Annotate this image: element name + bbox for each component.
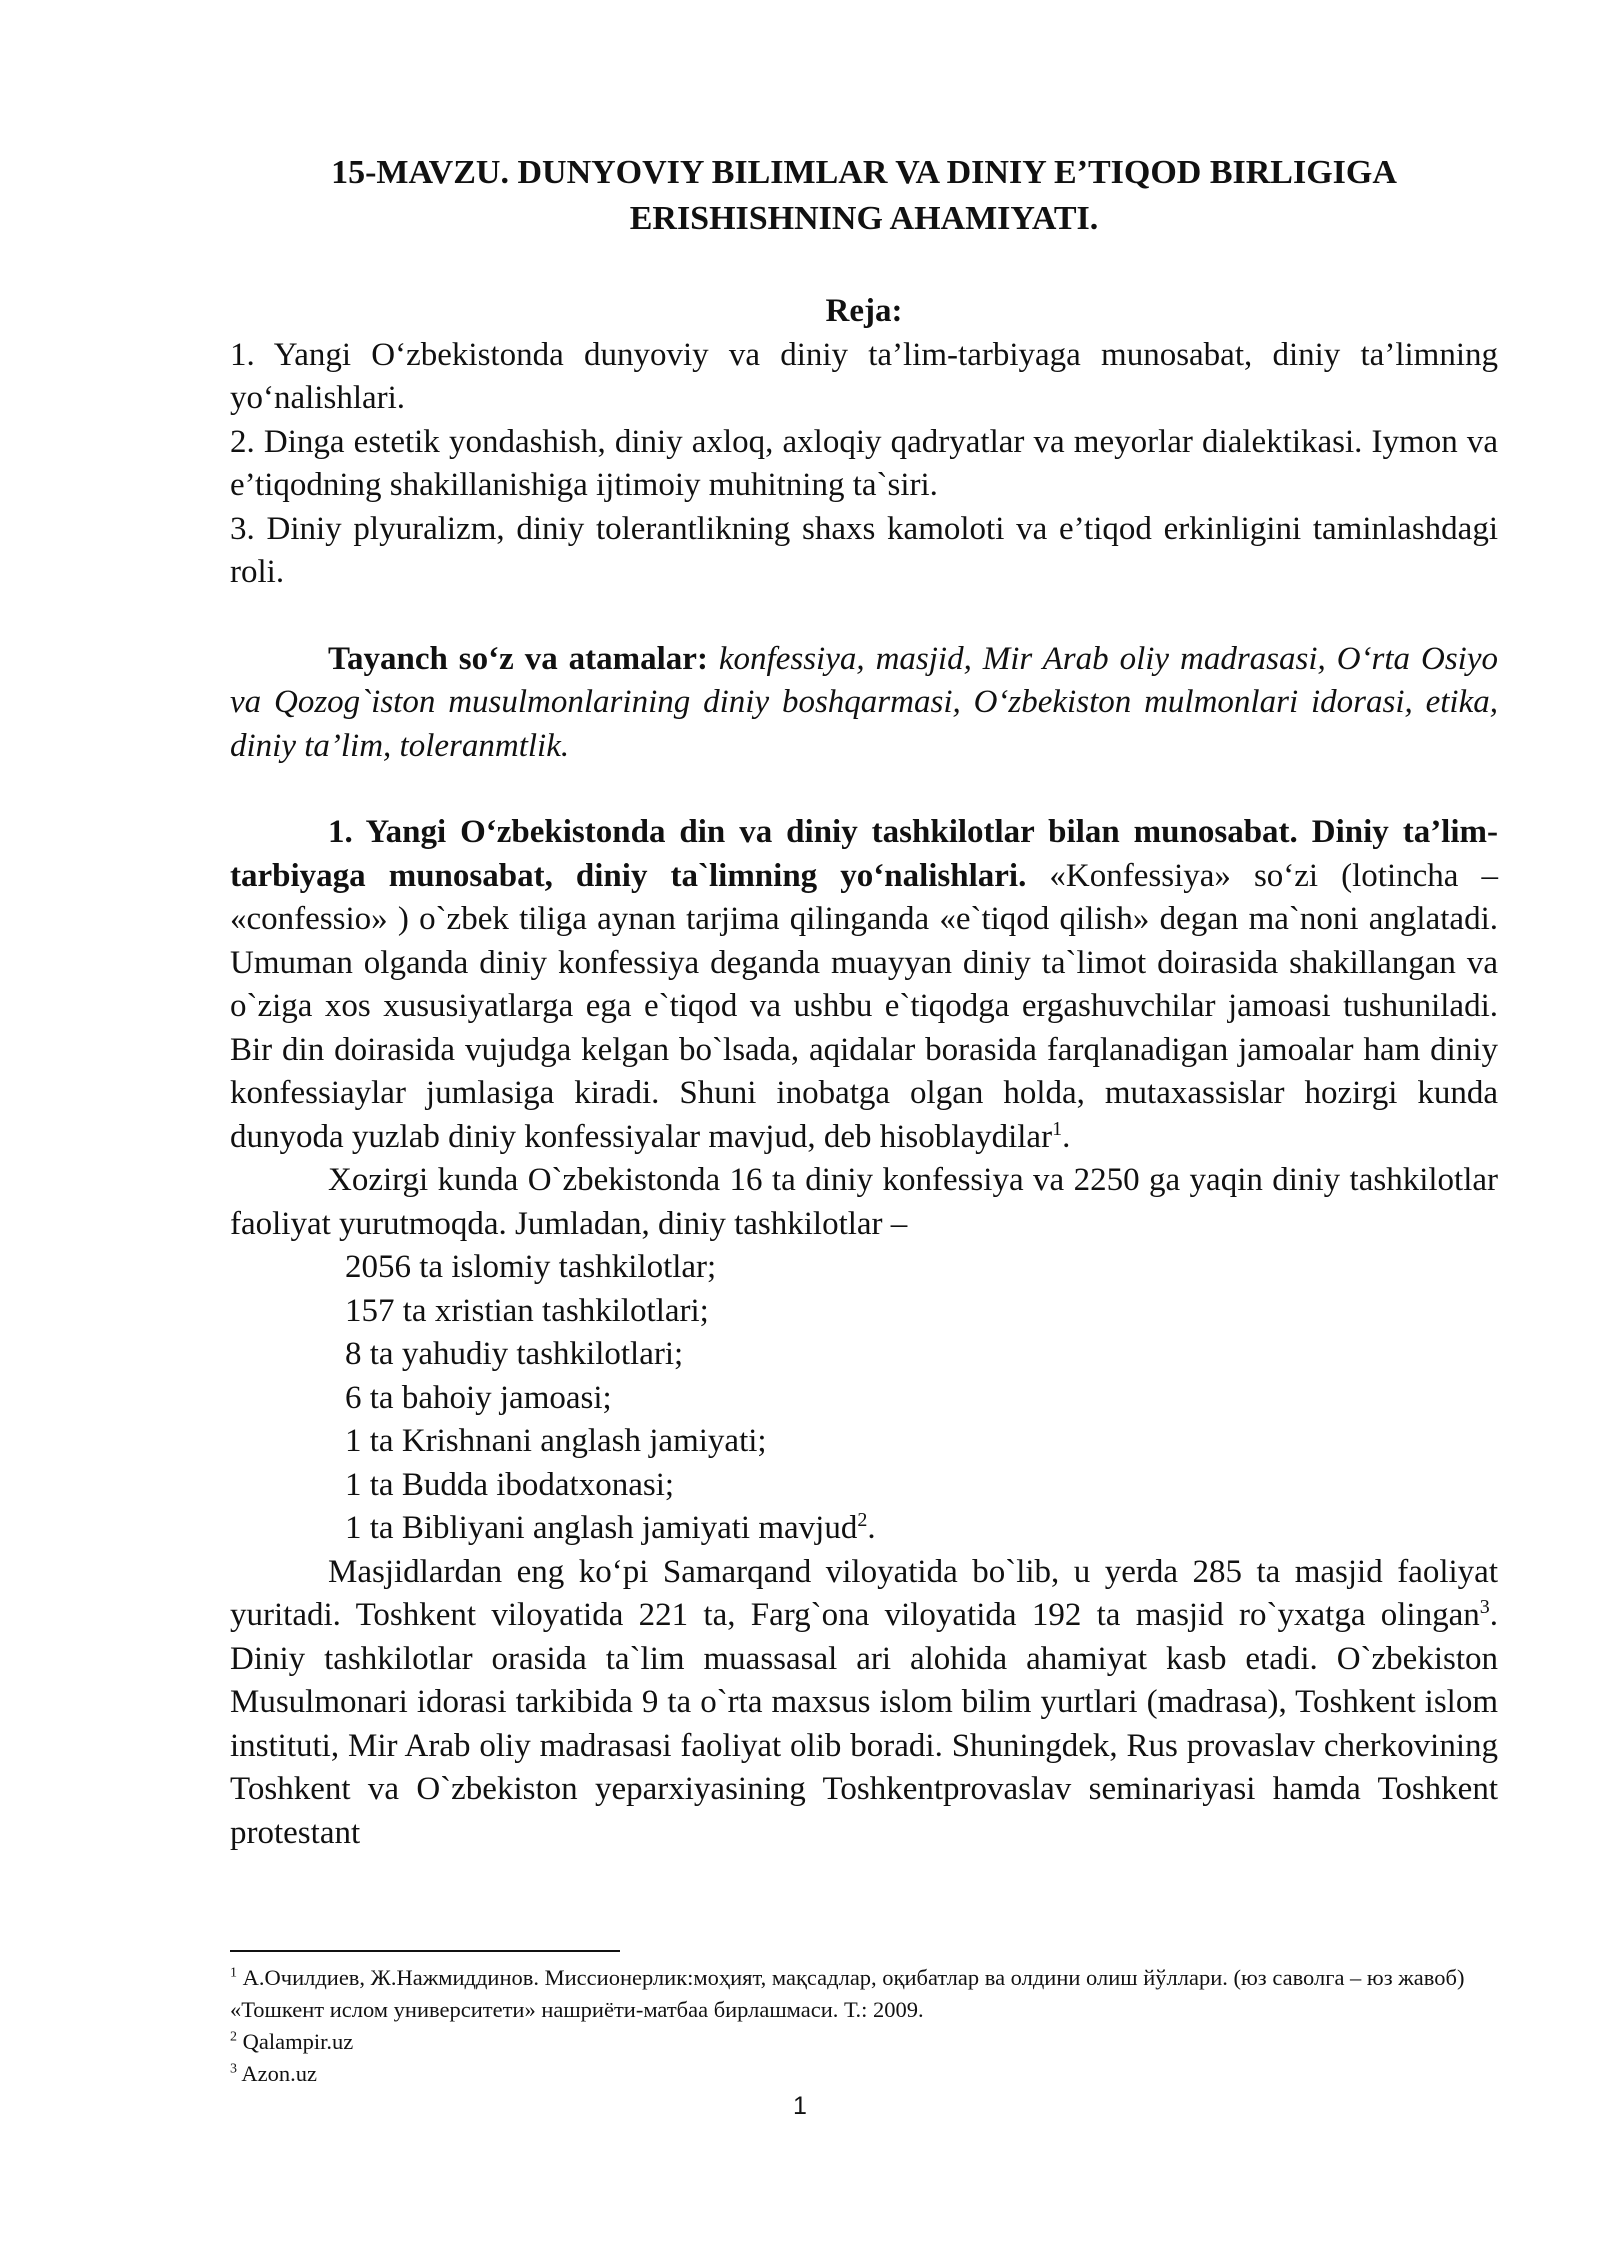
footnote-number: 2 [230,2029,237,2045]
page-number: 1 [793,2092,807,2120]
organization-list [230,1246,1498,1551]
spacer [230,595,1498,638]
title-line-2: ERISHISHNING AHAMIYATI. [629,200,1099,237]
section-1-paragraph-1: 1. Yangi O‘zbekistonda din va diniy tashkilotlar bilan munosabat. Diniy ta’lim-tarbiyaga munosabat, diniy ta`limning yo‘nalishlari. «Konfessiya» so‘zi (lotincha – «confessio» ) o`zbek tiliga aynan tarjima qilinganda «e`tiqod qilish» degan ma`noni anglatadi. Umuman olganda diniy konfessiya deganda muayyan diniy ta`limot doirasida shakillangan va o`ziga xos xususiyatlarga ega e`tiqod va ushbu e`tiqodga ergashuvchilar jamoasi tushuniladi. Bir din doirasida vujudga kelgan bo`lsada, aqidalar borasida farqlanadigan jamoalar ham diniy konfessiaylar jumlasiga kiradi. Shuni inobatga olgan holda, mutaxassislar hozirgi kunda dunyoda yuzlab diniy konfessiyalar mavjud, deb hisoblaydilar$^1$. [230,814,1499,1155]
list-item: 8 ta yahudiy tashkilotlari; [345,1336,684,1372]
plan-item-2: 2. Dinga estetik yondashish, diniy axloq, axloqiy qadryatlar va meyorlar dialektikasi. Iymon va e’tiqodning shakillanishiga ijtimoiy muhitning ta`siri. [230,423,1498,503]
plan-heading: Reja: [825,293,903,329]
list-item-text: 1 ta Bibliyani anglash jamiyati mavjud [345,1510,858,1546]
plan-item-3: 3. Diniy plyuralizm, diniy tolerantlikning shaxs kamoloti va e’tiqod erkinligini taminlashdagi roli. [230,510,1498,590]
list-item: 1 ta Budda ibodatxonasi; [345,1466,675,1503]
plan-item-1: 1. Yangi O‘zbekistonda dunyoviy va diniy ta’lim-tarbiyaga munosabat, diniy ta’limning yo‘nalishlari. [230,336,1498,416]
document-body [230,290,1498,1855]
footnote-separator [230,1950,620,1952]
footnote-number: 3 [230,2061,237,2077]
paragraph-3-part-2: . Diniy tashkilotlar orasida ta`lim muassasal ari alohida ahamiyat kasb etadi. O`zbekiston Musulmonari idorasi tarkibida 9 ta o`rta maxsus islom bilim yurtlari (madrasa), Toshkent islom instituti, Mir Arab oliy madrasasi faoliyat olib boradi. Shuningdek, Rus provaslav cherkovining Toshkent va O`zbekiston yeparxiyasining Toshkentprovaslav seminariyasi hamda Toshkent protestant [230,1597,1498,1851]
footnote-ref-1[interactable]: 1 [1052,1117,1063,1140]
list-item: 1 ta Bibliyani anglash jamiyati mavjud$^2$. [345,1509,876,1546]
footnote-number: 1 [230,1965,237,1981]
list-item: 1 ta Krishnani anglash jamiyati; [345,1423,767,1459]
keywords-paragraph [230,638,1498,769]
list-item: 2056 ta islomiy tashkilotlar; [345,1249,717,1285]
title-line-1: 15-MAVZU. DUNYOVIY BILIMLAR VA DINIY E’TIQOD BIRLIGIGA [331,154,1397,191]
footnote-text: Azon.uz [241,2061,317,2086]
list-item: 6 ta bahoiy jamoasi; [345,1379,612,1416]
paragraph-3-part-1: Masjidlardan eng ko‘pi Samarqand viloyatida bo`lib, u yerda 285 ta masjid faoliyat yuritadi. Toshkent viloyatida 221 ta, Farg`ona viloyatida 192 ta masjid ro`yxatga olingan [230,1553,1498,1633]
footnote-text: А.Очилдиев, Ж.Нажмиддинов. Миссионерлик:моҳият, мақсадлар, оқибатлар ва олдини олиш йўллари. (юз саволга – юз жавоб) «Тошкент ислом университети» нашриёти-матбаа бирлашмаси. Т.: 2009. [230,1965,1465,2022]
keywords-label: Tayanch so‘z va atamalar: [328,640,708,677]
footnote-ref-2[interactable]: 2 [857,1509,868,1531]
footnote-ref-3[interactable]: 3 [1479,1596,1490,1618]
section-1-paragraph-3 [230,1551,1498,1856]
keywords-text: konfessiya, masjid, Mir Arab oliy madrasasi, O‘rta Osiyo va Qozog`iston musulmonlarining diniy boshqarmasi, O‘zbekiston mulmonlari idorasi, etika, diniy ta’lim, toleranmtlik. [230,640,1498,764]
document-title [230,150,1498,242]
list-item: 157 ta xristian tashkilotlari; [345,1292,709,1329]
footnote-1 [230,1962,1498,2026]
section-1-paragraph-2: Xozirgi kunda O`zbekistonda 16 ta diniy konfessiya va 2250 ga yaqin diniy tashkilotlar faoliyat yurutmoqda. Jumladan, diniy tashkilotlar – [230,1162,1498,1242]
footnotes [230,1962,1498,2090]
spacer [230,768,1498,811]
footnote-text: Qalampir.uz [242,2029,354,2054]
footnote-3 [230,2058,1498,2090]
section-1-heading: 1. Yangi O‘zbekistonda din va diniy tashkilotlar bilan munosabat. Diniy ta’lim-tarbiyaga munosabat, diniy ta`limning yo‘nalishlari. [230,814,1498,894]
footnote-2 [230,2026,1498,2058]
section-1-text: «Konfessiya» so‘zi (lotincha – «confessio» ) o`zbek tiliga aynan tarjima qilinganda «e`tiqod qilish» degan ma`noni anglatadi. Umuman olganda diniy konfessiya deganda muayyan diniy ta`limot doirasida shakillangan va o`ziga xos xususiyatlarga ega e`tiqod va ushbu e`tiqodga ergashuvchilar jamoasi tushuniladi. Bir din doirasida vujudga kelgan bo`lsada, aqidalar borasida farqlanadigan jamoalar ham diniy konfessiaylar jumlasiga kiradi. Shuni inobatga olgan holda, mutaxassislar hozirgi kunda dunyoda yuzlab diniy konfessiyalar mavjud, deb hisoblaydilar [230,857,1499,1155]
